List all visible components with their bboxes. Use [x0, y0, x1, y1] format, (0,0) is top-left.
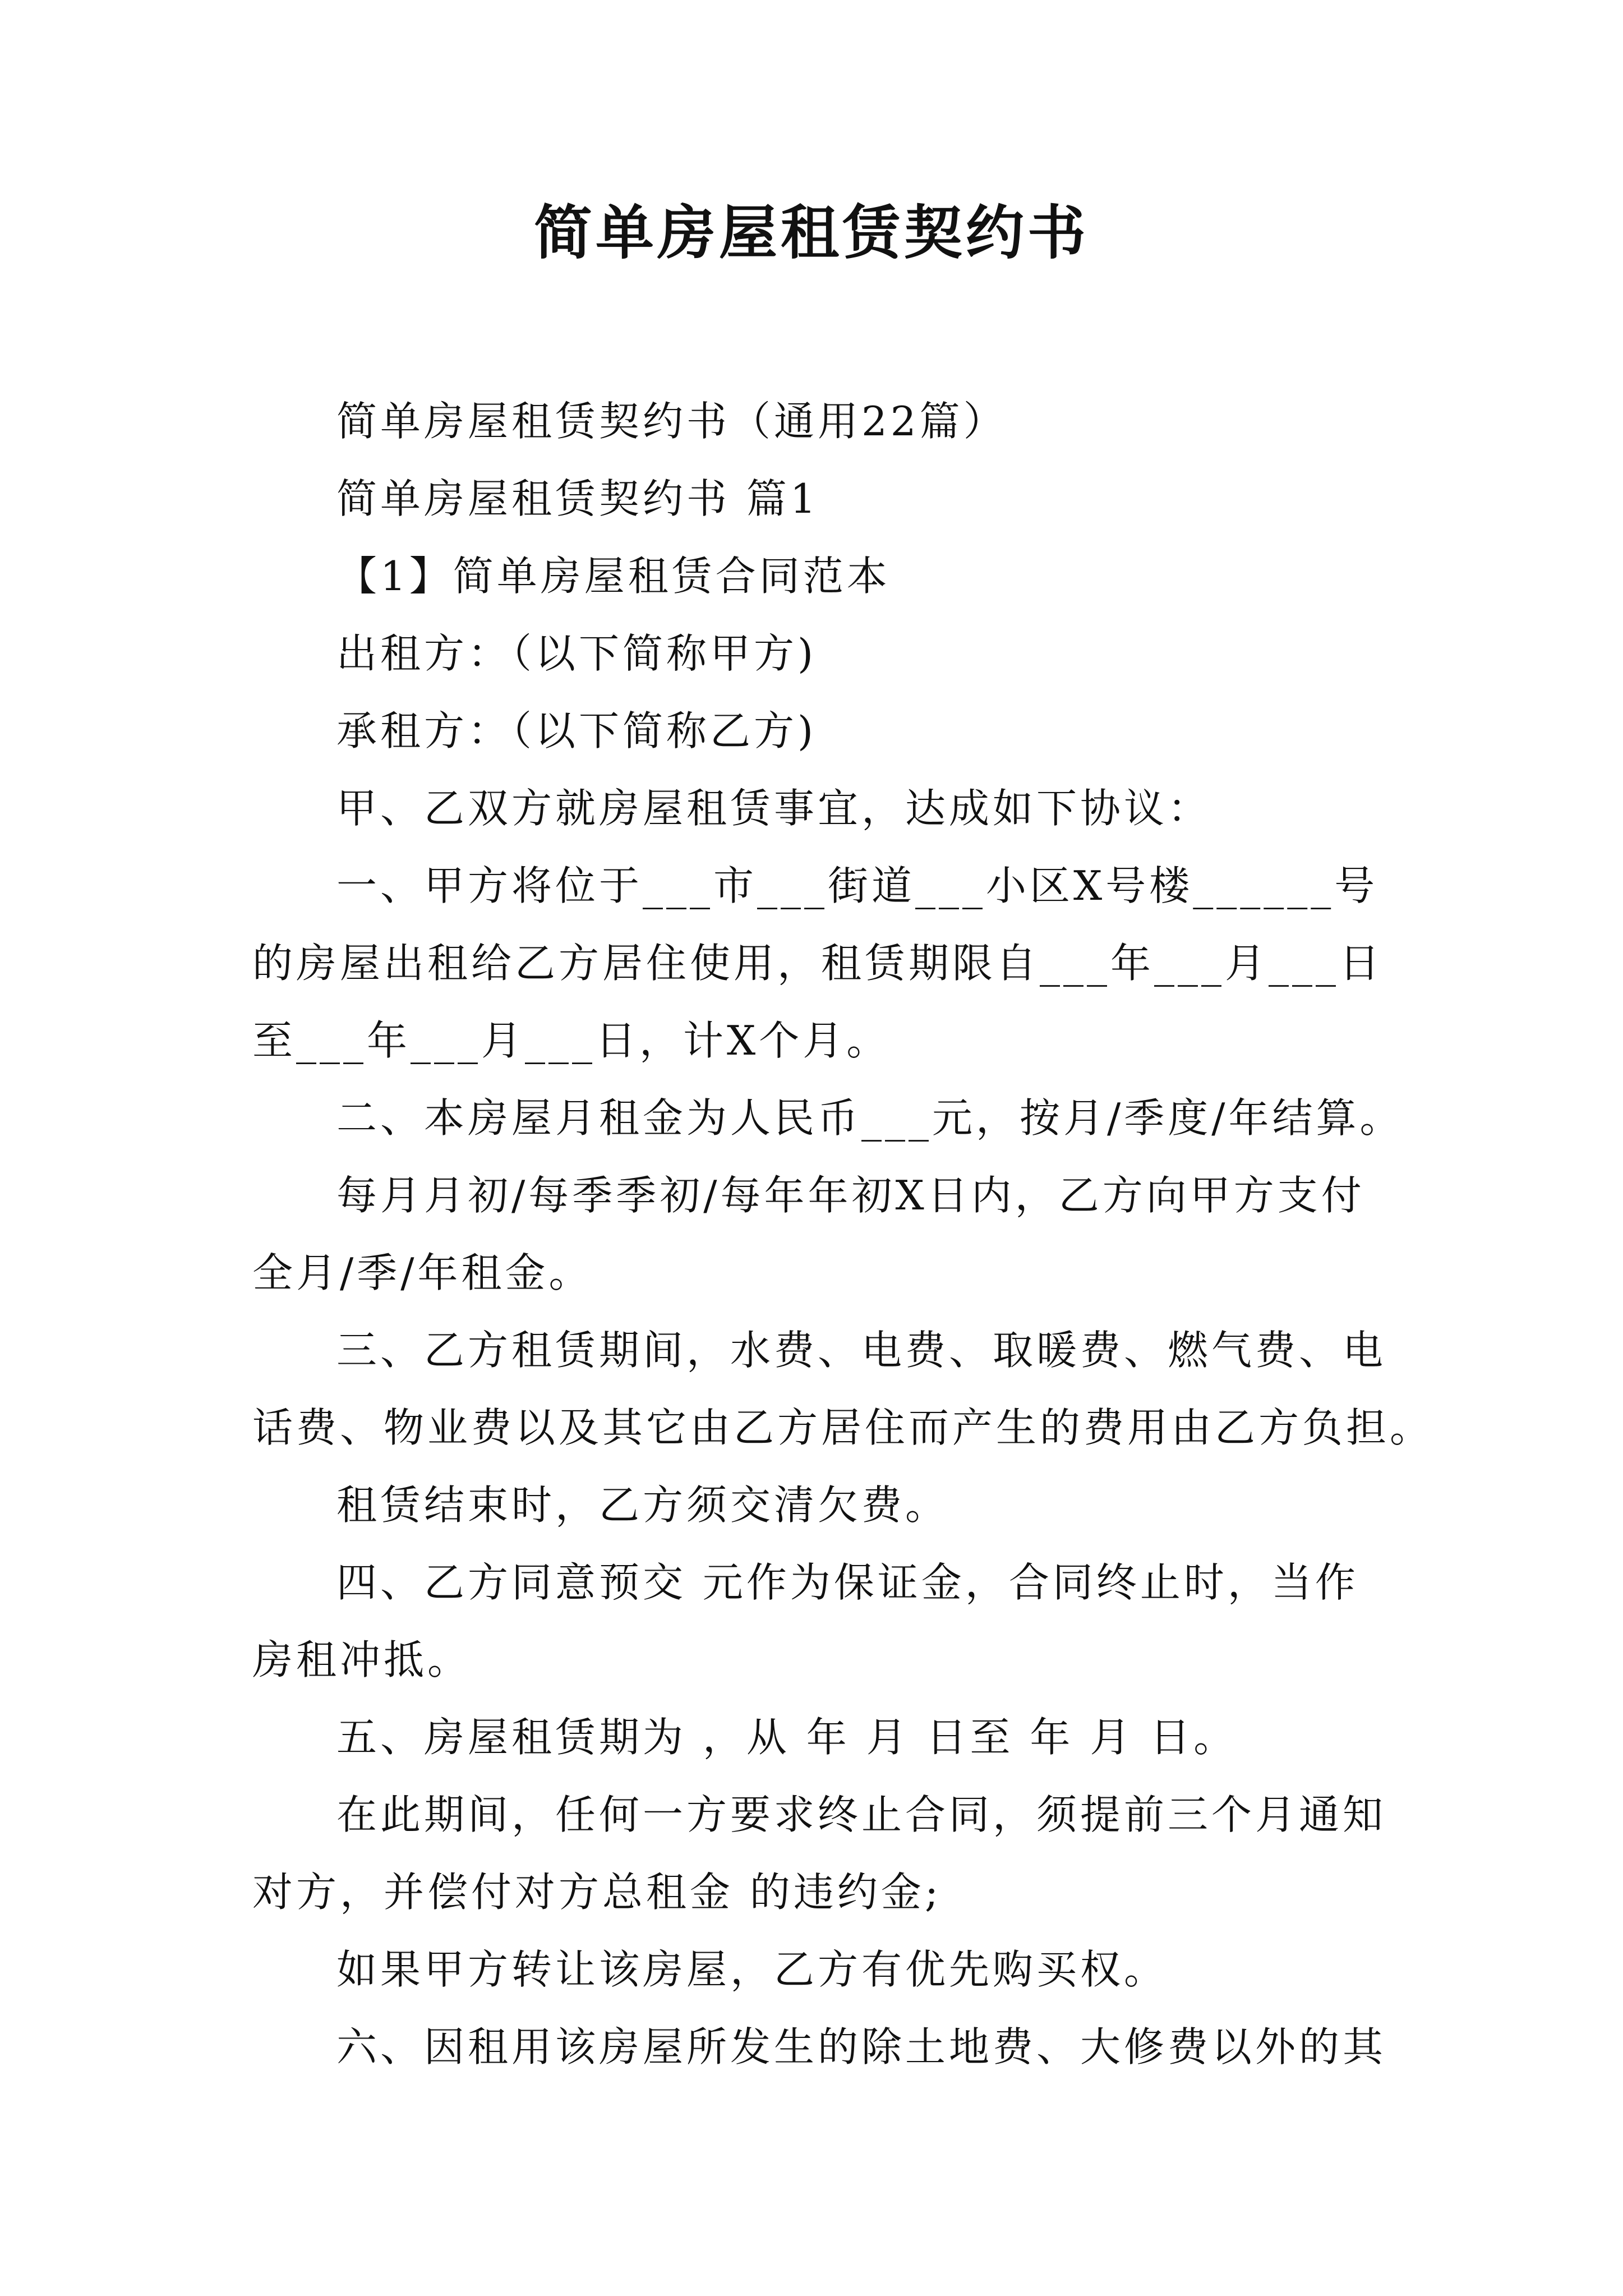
section-heading: 简单房屋租赁契约书 篇1 — [336, 475, 819, 522]
agreement-intro: 甲、乙双方就房屋租赁事宜，达成如下协议： — [336, 785, 1212, 832]
clause-4-line-1: 四、乙方同意预交 元作为保证金，合同终止时，当作 — [336, 1559, 1359, 1606]
clause-5-line-2: 在此期间，任何一方要求终止合同，须提前三个月通知 — [336, 1791, 1387, 1838]
contract-heading: 【1】简单房屋租赁合同范本 — [336, 553, 891, 600]
clause-3-line-2: 话费、物业费以及其它由乙方居住而产生的费用由乙方负担。 — [252, 1404, 1434, 1451]
clause-3-line-3: 租赁结束时，乙方须交清欠费。 — [336, 1481, 949, 1529]
clause-5-line-1: 五、房屋租赁期为 ，从 年 月 日至 年 月 日。 — [336, 1714, 1238, 1761]
clause-2-line-3: 全月/季/年租金。 — [252, 1249, 593, 1296]
lessor-line: 出租方：（以下简称甲方) — [336, 630, 817, 677]
clause-2-line-1: 二、本房屋月租金为人民币___元，按月/季度/年结算。 — [336, 1094, 1404, 1142]
clause-3-line-1: 三、乙方租赁期间，水费、电费、取暖费、燃气费、电 — [336, 1327, 1387, 1374]
clause-5-line-4: 如果甲方转让该房屋，乙方有优先购买权。 — [336, 1946, 1168, 1993]
subtitle-line: 简单房屋租赁契约书（通用22篇） — [336, 398, 1007, 445]
document-body — [252, 383, 1434, 2086]
document-title: 简单房屋租赁契约书 — [533, 199, 1089, 267]
clause-1-line-3: 至___年___月___日，计X个月。 — [252, 1017, 891, 1064]
clause-4-line-2: 房租冲抵。 — [252, 1636, 472, 1683]
clause-1-line-2: 的房屋出租给乙方居住使用，租赁期限自___年___月___日 — [252, 940, 1384, 987]
clause-1-line-1: 一、甲方将位于___市___街道___小区X号楼______号 — [336, 862, 1378, 909]
lessee-line: 承租方：（以下简称乙方) — [336, 707, 817, 754]
clause-2-line-2: 每月月初/每季季初/每年年初X日内，乙方向甲方支付 — [336, 1172, 1365, 1219]
clause-5-line-3: 对方，并偿付对方总租金 的违约金; — [252, 1869, 942, 1916]
clause-6-line-1: 六、因租用该房屋所发生的除土地费、大修费以外的其 — [336, 2023, 1387, 2070]
